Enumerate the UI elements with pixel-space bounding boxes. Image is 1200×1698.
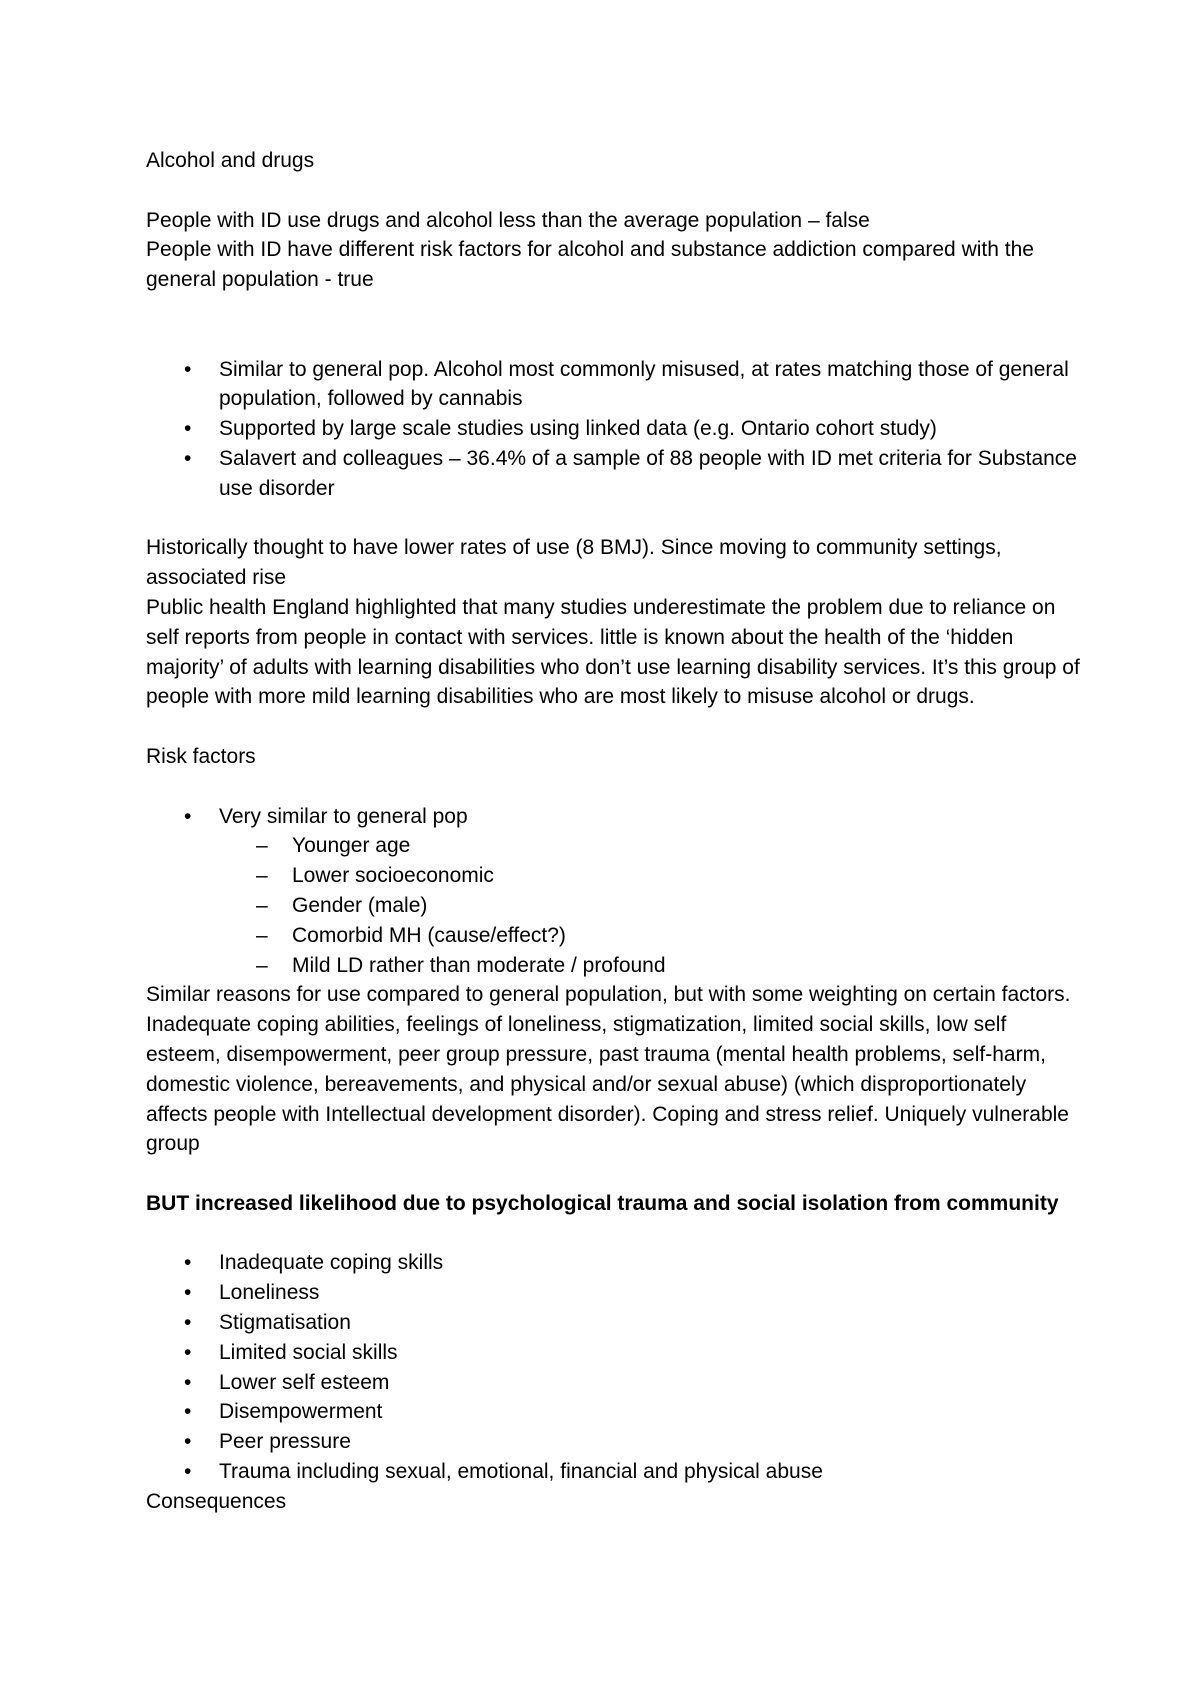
- document-title: Alcohol and drugs: [146, 149, 315, 172]
- bullet-marker: •: [184, 357, 192, 381]
- dash-marker: –: [256, 893, 268, 917]
- bullet-marker: •: [184, 804, 192, 828]
- sublist-item-text: Younger age: [292, 834, 411, 858]
- spacer: [146, 772, 1086, 802]
- likelihood-list: [146, 1248, 1086, 1486]
- list-item-text: Inadequate coping skills: [219, 1251, 444, 1275]
- bullet-marker: •: [184, 1251, 192, 1275]
- sublist-item-text: Gender (male): [292, 893, 428, 917]
- spacer: [146, 504, 1086, 534]
- spacer: [146, 712, 1086, 742]
- bullet-marker: •: [184, 1311, 192, 1335]
- dash-marker: –: [256, 923, 268, 947]
- sublist-item: [146, 921, 1086, 951]
- list-item: [146, 1278, 1086, 1308]
- dash-marker: –: [256, 864, 268, 888]
- list-item-text: Disempowerment: [219, 1400, 383, 1424]
- list-item-text: Peer pressure: [219, 1430, 351, 1454]
- list-item: [146, 444, 1086, 504]
- list-item-text: Trauma including sexual, emotional, financial and physical abuse: [219, 1460, 823, 1484]
- list-item-text: Supported by large scale studies using linked data (e.g. Ontario cohort study): [219, 417, 937, 441]
- list-item-text: Similar to general pop. Alcohol most commonly misused, at rates matching those of general population, followed by cannabis: [219, 357, 1069, 411]
- bullet-marker: •: [184, 446, 192, 470]
- sublist-item-text: Mild LD rather than moderate / profound: [292, 953, 666, 977]
- risk-list: [146, 802, 1086, 832]
- sublist-item: [146, 861, 1086, 891]
- sublist-item-text: Comorbid MH (cause/effect?): [292, 923, 566, 947]
- list-item: [146, 1368, 1086, 1398]
- sublist-item-text: Lower socioeconomic: [292, 864, 494, 888]
- list-item: [146, 802, 1086, 832]
- list-item-text: Stigmatisation: [219, 1311, 351, 1335]
- bullet-marker: •: [184, 1400, 192, 1424]
- consequences-heading: Consequences: [146, 1489, 287, 1513]
- prevalence-list: [146, 355, 1086, 504]
- bullet-marker: •: [184, 1340, 192, 1364]
- bullet-marker: •: [184, 1281, 192, 1305]
- list-item: [146, 414, 1086, 444]
- spacer: [146, 1219, 1086, 1249]
- bold-statement: BUT increased likelihood due to psychological trauma and social isolation from community: [146, 1191, 1059, 1215]
- sublist-item: [146, 831, 1086, 861]
- list-item-text: Lower self esteem: [219, 1370, 390, 1394]
- list-item-text: Limited social skills: [219, 1340, 398, 1364]
- phe-paragraph: Public health England highlighted that many studies underestimate the problem due to reliance on self reports from people in contact with services. little is known about the health of the ‘hidden majority’ of adults with learning disabilities who don’t use learning disability services. It’s this group of people with more mild learning disabilities who are most likely to misuse alcohol or drugs.: [146, 595, 1080, 709]
- spacer: [146, 295, 1086, 355]
- list-item: [146, 1308, 1086, 1338]
- list-item: [146, 1397, 1086, 1427]
- spacer: [146, 176, 1086, 206]
- statement-false: People with ID use drugs and alcohol less than the average population – false: [146, 208, 870, 232]
- list-item: [146, 1338, 1086, 1368]
- sublist-item: [146, 891, 1086, 921]
- sublist-item: [146, 951, 1086, 981]
- list-item: [146, 1457, 1086, 1487]
- risk-factors-heading: Risk factors: [146, 744, 256, 768]
- historical-paragraph: Historically thought to have lower rates of use (8 BMJ). Since moving to community settings, associated rise: [146, 536, 1002, 590]
- dash-marker: –: [256, 953, 268, 977]
- spacer: [146, 1159, 1086, 1189]
- dash-marker: –: [256, 834, 268, 858]
- risk-sublist: [146, 831, 1086, 980]
- list-item-text: Loneliness: [219, 1281, 320, 1305]
- document-page: [146, 146, 1086, 1517]
- bullet-marker: •: [184, 1430, 192, 1454]
- list-item: [146, 1427, 1086, 1457]
- list-item-text: Very similar to general pop: [219, 804, 468, 828]
- list-item-text: Salavert and colleagues – 36.4% of a sample of 88 people with ID met criteria for Substance use disorder: [219, 446, 1077, 500]
- bullet-marker: •: [184, 1370, 192, 1394]
- list-item: [146, 355, 1086, 415]
- statement-true: People with ID have different risk factors for alcohol and substance addiction compared with the general population - true: [146, 238, 1034, 292]
- reasons-paragraph: Similar reasons for use compared to general population, but with some weighting on certain factors. Inadequate coping abilities, feelings of loneliness, stigmatization, limited social skills, low self esteem, disempowerment, peer group pressure, past trauma (mental health problems, self-harm, domestic violence, bereavements, and physical and/or sexual abuse) (which disproportionately affects people with Intellectual development disorder). Coping and stress relief. Uniquely vulnerable group: [146, 983, 1071, 1156]
- list-item: [146, 1248, 1086, 1278]
- bullet-marker: •: [184, 1460, 192, 1484]
- bullet-marker: •: [184, 417, 192, 441]
